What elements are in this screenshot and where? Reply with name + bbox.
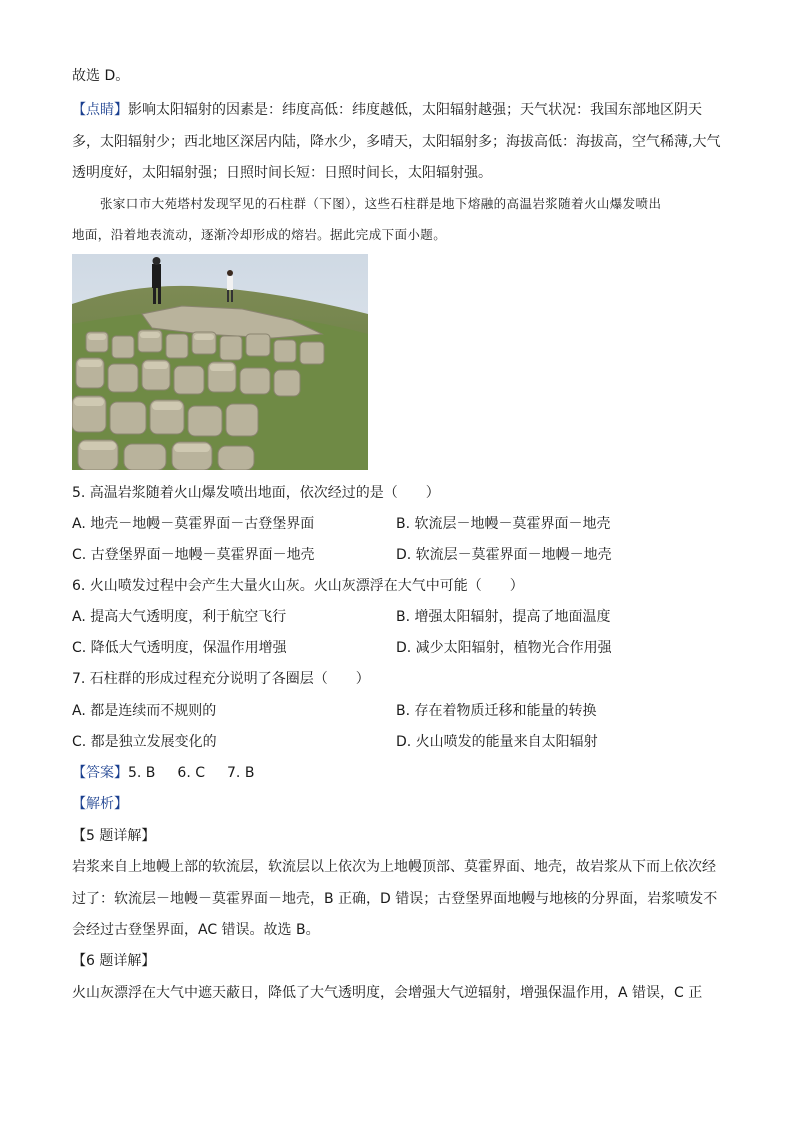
question-6-option-b: B. 增强太阳辐射，提高了地面温度	[396, 609, 611, 625]
intro-line: 地面，沿着地表流动，逐渐冷却形成的熔岩。据此完成下面小题。	[72, 227, 447, 242]
text-line: 火山灰漂浮在大气中遮天蔽日，降低了大气透明度，会增强大气逆辐射，增强保温作用，A 错误，C 正	[72, 985, 703, 1001]
question-5-option-b: B. 软流层－地幔－莫霍界面－地壳	[396, 516, 611, 532]
question-6-option-d: D. 减少太阳辐射，植物光合作用强	[396, 640, 612, 656]
question-6-option-a: A. 提高大气透明度，利于航空飞行	[72, 609, 287, 625]
question-7-option-a: A. 都是连续而不规则的	[72, 703, 217, 719]
dianjing-tag: 【点睛】	[72, 102, 128, 118]
intro-line: 张家口市大苑塔村发现罕见的石柱群（下图），这些石柱群是地下熔融的高温岩浆随着火山爆发喷出	[100, 196, 662, 211]
text-line: 过了：软流层－地幔－莫霍界面－地壳，B 正确，D 错误；古登堡界面地幔与地核的分界面，岩浆喷发不	[72, 891, 718, 907]
answer-line	[72, 763, 722, 783]
q5-detail-tag: 【5 题详解】	[72, 828, 156, 844]
text-line: 故选 D。	[72, 68, 130, 84]
question-6-option-c: C. 降低大气透明度，保温作用增强	[72, 640, 287, 656]
analysis-tag: 【解析】	[72, 796, 128, 812]
answer-item: 5. B	[128, 765, 156, 781]
answer-item: 7. B	[227, 765, 255, 781]
text-line: 会经过古登堡界面，AC 错误。故选 B。	[72, 922, 320, 938]
dianjing-line	[72, 100, 722, 120]
text-line: 岩浆来自上地幔上部的软流层，软流层以上依次为上地幔顶部、莫霍界面、地壳，故岩浆从下而上依次经	[72, 859, 716, 875]
basalt-columns-photo	[72, 254, 368, 470]
question-5-option-d: D. 软流层－莫霍界面－地幔－地壳	[396, 547, 612, 563]
question-7-option-c: C. 都是独立发展变化的	[72, 734, 217, 750]
answer-item: 6. C	[177, 765, 206, 781]
question-7-option-b: B. 存在着物质迁移和能量的转换	[396, 703, 597, 719]
question-5-option-a: A. 地壳－地幔－莫霍界面－古登堡界面	[72, 516, 315, 532]
q6-detail-tag: 【6 题详解】	[72, 953, 156, 969]
answer-tag: 【答案】	[72, 765, 128, 781]
question-7-stem: 7. 石柱群的形成过程充分说明了各圈层（ ）	[72, 671, 370, 687]
dianjing-text: 影响太阳辐射的因素是：纬度高低：纬度越低，太阳辐射越强；天气状况：我国东部地区阴天	[128, 102, 702, 118]
question-5-stem: 5. 高温岩浆随着火山爆发喷出地面，依次经过的是（ ）	[72, 485, 440, 501]
question-6-stem: 6. 火山喷发过程中会产生大量火山灰。火山灰漂浮在大气中可能（ ）	[72, 578, 524, 594]
text-line: 多，太阳辐射少；西北地区深居内陆，降水少，多晴天，太阳辐射多；海拔高低：海拔高，空气稀薄,大气	[72, 134, 721, 150]
question-5-option-c: C. 古登堡界面－地幔－莫霍界面－地壳	[72, 547, 315, 563]
question-7-option-d: D. 火山喷发的能量来自太阳辐射	[396, 734, 598, 750]
text-line: 透明度好，太阳辐射强；日照时间长短：日照时间长，太阳辐射强。	[72, 165, 492, 181]
